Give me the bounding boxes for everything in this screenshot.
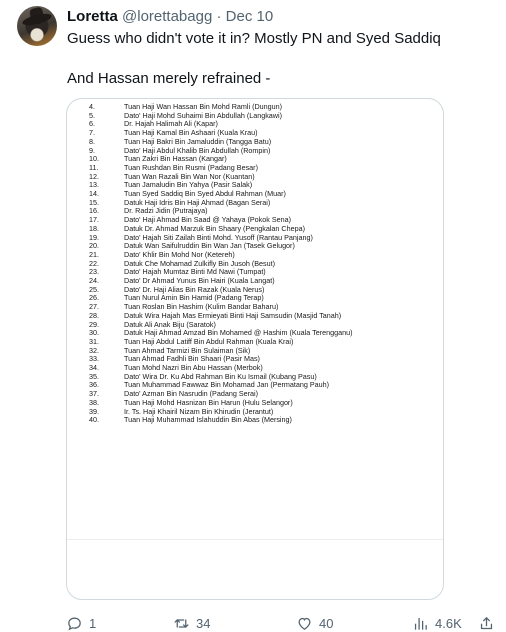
row-number: 37. xyxy=(89,389,99,399)
member-name: Dato' Haji Ahmad Bin Saad @ Yahaya (Pokok Sena) xyxy=(124,215,292,225)
member-name: Dato' Hajah Mumtaz Binti Md Nawi (Tumpat) xyxy=(124,267,266,277)
row-number: 6. xyxy=(89,119,95,129)
row-number: 30. xyxy=(89,328,99,338)
member-name: Tuan Ahmad Tarmizi Bin Sulaiman (Sik) xyxy=(124,345,251,355)
row-number: 24. xyxy=(89,276,99,285)
member-name: Tuan Haji Bakri Bin Jamaluddin (Tangga Batu) xyxy=(124,136,272,146)
member-name: Dato' Dr Ahmad Yunus Bin Hairi (Kuala Langat) xyxy=(124,276,275,285)
member-name: Dato' Dr. Haji Alias Bin Razak (Kuala Nerus) xyxy=(124,284,265,294)
tweet-text xyxy=(67,29,492,89)
row-number: 10. xyxy=(89,154,99,164)
member-name: Datuk Ali Anak Biju (Saratok) xyxy=(124,319,216,329)
share-button[interactable] xyxy=(478,614,495,632)
member-name: Tuan Haji Wan Hassan Bin Mohd Ramli (Dungun) xyxy=(124,102,283,111)
member-name: Tuan Jamaludin Bin Yahya (Pasir Salak) xyxy=(124,180,253,190)
row-number: 21. xyxy=(89,249,99,259)
view-count: 4.6K xyxy=(435,615,462,631)
retweet-count: 34 xyxy=(196,615,211,631)
member-name: Dato' Azman Bin Nasrudin (Padang Serai) xyxy=(124,389,259,399)
views-icon xyxy=(412,615,429,632)
row-number: 40. xyxy=(89,415,99,425)
row-number: 19. xyxy=(89,232,99,242)
member-name: Tuan Nurul Amin Bin Hamid (Padang Terap) xyxy=(124,293,264,303)
member-name: Ir. Ts. Haji Khairil Nizam Bin Khirudin (Jerantut) xyxy=(124,406,274,416)
tweet-header xyxy=(67,7,273,26)
document-list xyxy=(67,99,443,539)
reply-button[interactable] xyxy=(66,614,96,632)
member-name: Tuan Syed Saddiq Bin Syed Abdul Rahman (Muar) xyxy=(124,189,286,198)
retweet-button[interactable] xyxy=(173,614,210,632)
member-name: Dato' Haji Mohd Suhaimi Bin Abdullah (Langkawi) xyxy=(124,110,282,120)
views-button[interactable] xyxy=(412,614,462,632)
member-name: Tuan Wan Razali Bin Wan Nor (Kuantan) xyxy=(124,171,255,181)
member-name: Dr. Hajah Halimah Ali (Kapar) xyxy=(124,119,218,129)
member-name: Datuk Dr. Ahmad Marzuk Bin Shaary (Pengkalan Chepa) xyxy=(124,223,305,233)
retweet-icon xyxy=(173,615,190,632)
row-number: 4. xyxy=(89,102,95,111)
row-number: 12. xyxy=(89,171,99,181)
member-name: Tuan Haji Kamal Bin Ashaari (Kuala Krau) xyxy=(124,128,258,138)
row-number: 25. xyxy=(89,284,99,294)
member-name: Dato' Khlir Bin Mohd Nor (Ketereh) xyxy=(124,249,235,259)
row-number: 27. xyxy=(89,302,99,312)
like-count: 40 xyxy=(319,615,334,631)
row-number: 28. xyxy=(89,310,99,320)
member-name: Dato' Haji Abdul Khalib Bin Abdullah (Rompin) xyxy=(124,145,271,155)
row-number: 13. xyxy=(89,180,99,190)
member-name: Tuan Mohd Nazri Bin Abu Hassan (Merbok) xyxy=(124,363,263,372)
row-number: 18. xyxy=(89,223,99,233)
row-number: 16. xyxy=(89,206,99,216)
tweet-image[interactable] xyxy=(66,98,444,600)
like-button[interactable] xyxy=(296,614,333,632)
row-number: 38. xyxy=(89,397,99,407)
share-icon xyxy=(478,615,495,632)
member-name: Tuan Haji Abdul Latiff Bin Abdul Rahman (Kuala Krai) xyxy=(124,336,294,346)
row-number: 20. xyxy=(89,241,99,251)
member-name: Dato' Hajah Siti Zailah Binti Mohd. Yusoff (Rantau Panjang) xyxy=(124,232,313,242)
tweet-actions xyxy=(66,614,496,632)
row-number: 32. xyxy=(89,345,99,355)
member-name: Tuan Muhammad Fawwaz Bin Mohamad Jan (Permatang Pauh) xyxy=(124,380,330,390)
reply-count: 1 xyxy=(89,615,97,631)
row-number: 36. xyxy=(89,380,99,390)
row-number: 29. xyxy=(89,319,99,329)
row-number: 17. xyxy=(89,215,99,225)
row-number: 5. xyxy=(89,110,95,120)
member-name: Tuan Roslan Bin Hashim (Kulim Bandar Baharu) xyxy=(124,302,279,312)
member-name: Tuan Zakri Bin Hassan (Kangar) xyxy=(124,154,227,164)
author-name[interactable]: Loretta xyxy=(67,8,118,25)
row-number: 15. xyxy=(89,197,99,207)
member-name: Tuan Haji Mohd Hasnizan Bin Harun (Hulu Selangor) xyxy=(124,397,293,407)
row-number: 11. xyxy=(89,162,99,172)
avatar[interactable] xyxy=(17,6,57,46)
member-name: Datuk Haji Idris Bin Haji Ahmad (Bagan Serai) xyxy=(124,197,271,207)
row-number: 23. xyxy=(89,267,99,277)
reply-icon xyxy=(66,615,83,632)
media-divider xyxy=(67,539,443,540)
heart-icon xyxy=(296,615,313,632)
avatar-hat-brim xyxy=(21,12,52,28)
tweet-text-line-1: Guess who didn't vote it in? Mostly PN and Syed Saddiq xyxy=(67,30,441,47)
member-name: Datuk Haji Ahmad Amzad Bin Mohamed @ Hashim (Kuala Terengganu) xyxy=(124,328,353,338)
row-number: 9. xyxy=(89,145,95,155)
author-handle[interactable]: @lorettabagg xyxy=(122,8,213,25)
row-number: 8. xyxy=(89,136,95,146)
row-number: 34. xyxy=(89,363,99,372)
row-number: 14. xyxy=(89,189,99,198)
member-name: Datuk Wan Saifulruddin Bin Wan Jan (Tasek Gelugor) xyxy=(124,241,295,251)
row-number: 7. xyxy=(89,128,95,138)
member-name: Tuan Rushdan Bin Rusmi (Padang Besar) xyxy=(124,162,258,172)
member-name: Dato' Wira Dr. Ku Abd Rahman Bin Ku Ismail (Kubang Pasu) xyxy=(124,371,317,381)
row-number: 33. xyxy=(89,354,99,364)
row-number: 26. xyxy=(89,293,99,303)
member-name: Tuan Ahmad Fadhli Bin Shaari (Pasir Mas) xyxy=(124,354,260,364)
row-number: 31. xyxy=(89,336,99,346)
member-name: Datuk Wira Hajah Mas Ermieyati Binti Haji Samsudin (Masjid Tanah) xyxy=(124,310,342,320)
tweet-date[interactable]: Dec 10 xyxy=(225,8,274,25)
row-number: 22. xyxy=(89,258,99,268)
tweet-text-line-2: And Hassan merely refrained - xyxy=(67,70,271,87)
row-number: 39. xyxy=(89,406,99,416)
member-name: Datuk Che Mohamad Zulkifly Bin Jusoh (Besut) xyxy=(124,258,276,268)
member-name: Dr. Radzi Jidin (Putrajaya) xyxy=(124,206,208,216)
separator-dot: · xyxy=(216,8,222,25)
row-number: 35. xyxy=(89,371,99,381)
member-name: Tuan Haji Muhammad Islahuddin Bin Abas (Mersing) xyxy=(124,415,292,425)
